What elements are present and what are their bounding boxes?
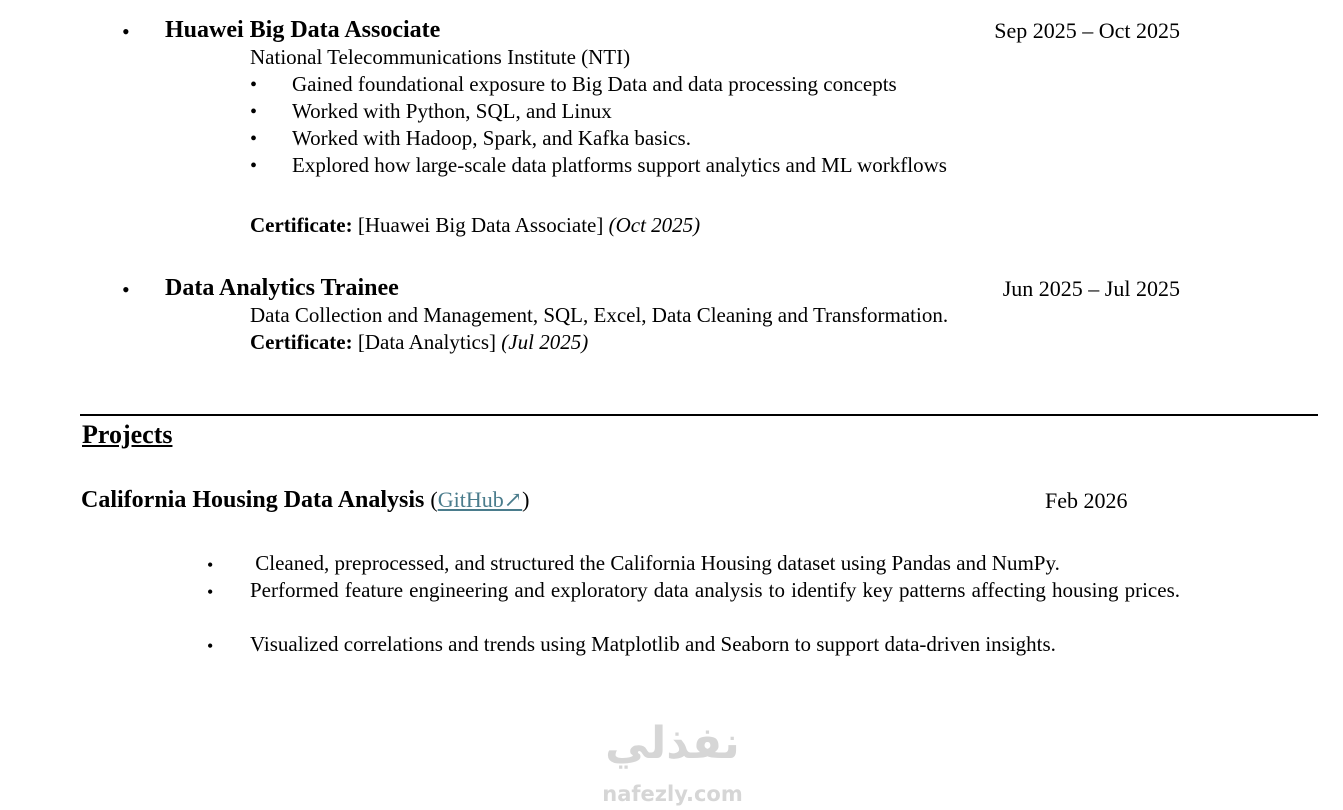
certificate-label: Certificate: [250,213,353,237]
entry-date: Sep 2025 – Oct 2025 [994,18,1180,43]
list-item: Visualized correlations and trends using Matplotlib and Seaborn to support data-driven insights. [250,632,1056,656]
section-title: Projects [82,420,173,449]
project-date: Feb 2026 [1045,488,1128,513]
paren-open: ( [430,487,438,512]
project-link-group [430,487,529,512]
entry-description: Data Collection and Management, SQL, Excel, Data Cleaning and Transformation. [250,303,949,327]
section-divider [80,414,1318,416]
certificate-name: [Data Analytics] [357,330,497,354]
certificate-name: [Huawei Big Data Associate] [357,213,604,237]
watermark-logo: نفذلي [605,718,740,769]
list-item: Explored how large-scale data platforms support analytics and ML workflows [292,153,947,177]
organization-name: National Telecommunications Institute (NTI) [250,45,631,69]
list-bullet: • [207,555,214,575]
entry-bullet: • [122,277,130,302]
list-bullet: • [250,101,258,123]
list-bullet: • [250,128,258,150]
list-bullet: • [207,582,214,602]
entry-title: Data Analytics Trainee [165,275,399,301]
project-title: California Housing Data Analysis [81,487,425,513]
certificate-line [250,332,588,353]
github-link[interactable]: GitHub↗ [437,487,523,512]
list-bullet: • [250,155,258,177]
entry-title: Huawei Big Data Associate [165,17,441,43]
entry-bullet: • [122,19,130,44]
certificate-label: Certificate: [250,330,353,354]
list-item: Worked with Python, SQL, and Linux [292,99,612,123]
list-bullet: • [250,74,258,96]
list-item: Performed feature engineering and exploratory data analysis to identify key patterns affecting housing prices. [250,578,1180,602]
list-item: Worked with Hadoop, Spark, and Kafka basics. [292,126,691,150]
paren-close: ) [522,487,530,512]
project-title-line [81,488,530,512]
certificate-date: (Jul 2025) [501,330,589,354]
certificate-date: (Oct 2025) [608,213,701,237]
watermark-url: nafezly.com [602,782,743,806]
list-item: Gained foundational exposure to Big Data and data processing concepts [292,72,897,96]
entry-date: Jun 2025 – Jul 2025 [1002,276,1180,301]
list-bullet: • [207,636,214,656]
list-item: Cleaned, preprocessed, and structured the California Housing dataset using Pandas and NumPy. [250,551,1060,575]
certificate-line [250,215,700,236]
